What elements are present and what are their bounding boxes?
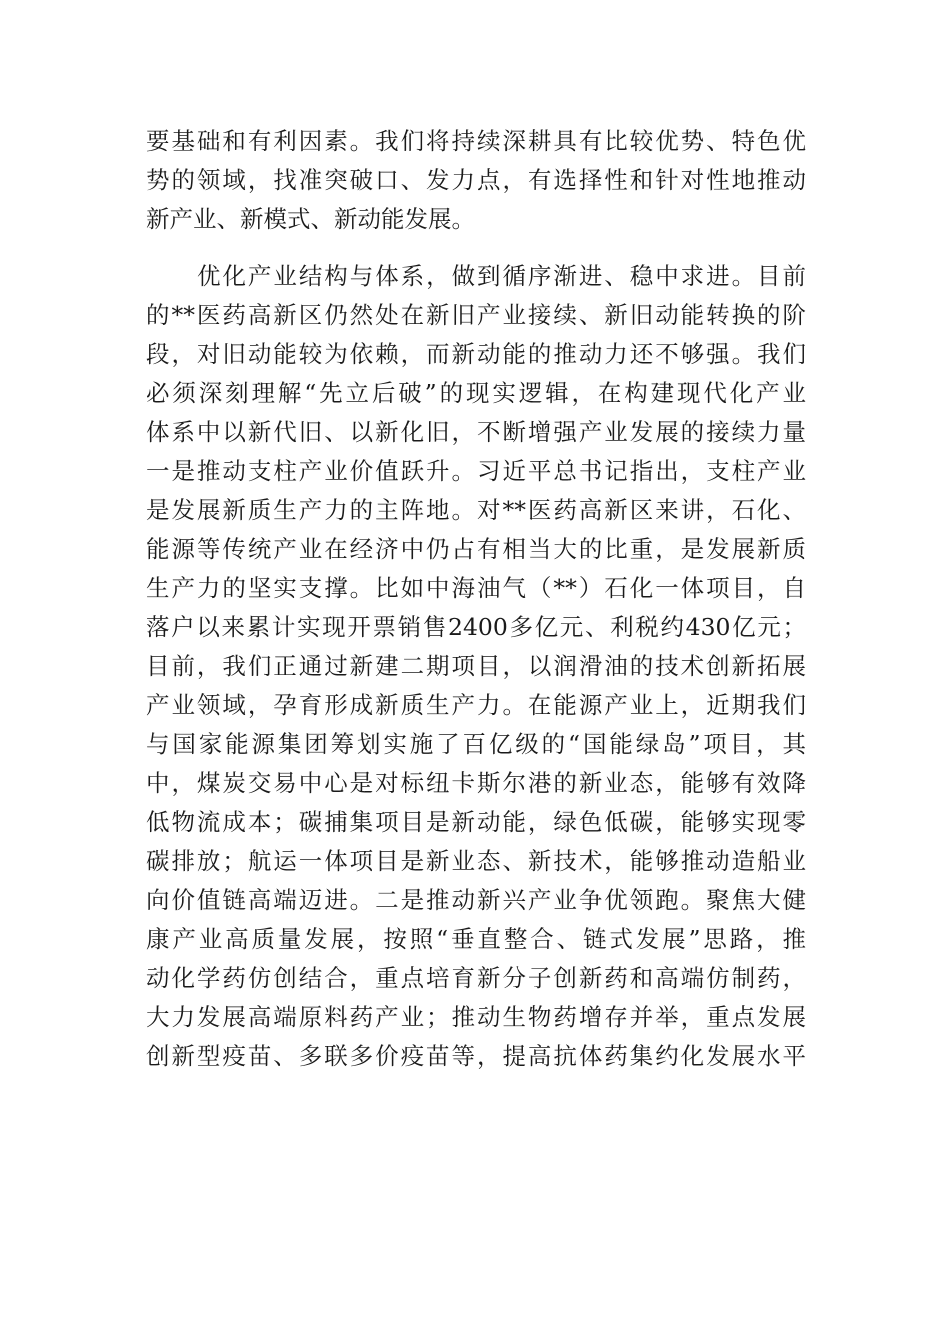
paragraph-2-line-4: 必须深刻理解“先立后破”的现实逻辑，在构建现代化产业 — [146, 379, 806, 407]
paragraph-2-line-7: 是发展新质生产力的主阵地。对**医药高新区来讲，石化、 — [146, 496, 806, 524]
paragraph-2-line-16: 碳排放；航运一体项目是新业态、新技术，能够推动造船业 — [146, 847, 806, 875]
paragraph-2-line-18: 康产业高质量发展，按照“垂直整合、链式发展”思路，推 — [146, 925, 806, 953]
paragraph-2-line-2: 的**医药高新区仍然处在新旧产业接续、新旧动能转换的阶 — [146, 301, 806, 329]
paragraph-1-line-3: 新产业、新模式、新动能发展。 — [146, 205, 475, 233]
paragraph-2-line-12: 产业领域，孕育形成新质生产力。在能源产业上，近期我们 — [146, 691, 806, 719]
paragraph-2-line-14: 中，煤炭交易中心是对标纽卡斯尔港的新业态，能够有效降 — [146, 769, 806, 797]
paragraph-2-line-9: 生产力的坚实支撑。比如中海油气（**）石化一体项目，自 — [146, 574, 806, 602]
paragraph-2-line-17: 向价值链高端迈进。二是推动新兴产业争优领跑。聚焦大健 — [146, 886, 806, 914]
paragraph-2-line-3: 段，对旧动能较为依赖，而新动能的推动力还不够强。我们 — [146, 340, 806, 368]
paragraph-2-line-20: 大力发展高端原料药产业；推动生物药增存并举，重点发展 — [146, 1003, 806, 1031]
paragraph-2-line-13: 与国家能源集团筹划实施了百亿级的“国能绿岛”项目，其 — [146, 730, 806, 758]
paragraph-2-line-15: 低物流成本；碳捕集项目是新动能，绿色低碳，能够实现零 — [146, 808, 806, 836]
paragraph-2-line-10: 落户以来累计实现开票销售2400多亿元、利税约430亿元； — [146, 613, 806, 641]
paragraph-2-line-19: 动化学药仿创结合，重点培育新分子创新药和高端仿制药， — [146, 964, 806, 992]
paragraph-2-line-11: 目前，我们正通过新建二期项目，以润滑油的技术创新拓展 — [146, 652, 806, 680]
paragraph-2-line-21: 创新型疫苗、多联多价疫苗等，提高抗体药集约化发展水平 — [146, 1042, 806, 1070]
paragraph-2-line-1: 优化产业结构与体系，做到循序渐进、稳中求进。目前 — [197, 262, 806, 290]
paragraph-2-line-8: 能源等传统产业在经济中仍占有相当大的比重，是发展新质 — [146, 535, 806, 563]
paragraph-1-line-1: 要基础和有利因素。我们将持续深耕具有比较优势、特色优 — [146, 127, 806, 155]
paragraph-1-line-2: 势的领域，找准突破口、发力点，有选择性和针对性地推动 — [146, 166, 806, 194]
paragraph-2-line-6: 一是推动支柱产业价值跃升。习近平总书记指出，支柱产业 — [146, 457, 806, 485]
paragraph-2-line-5: 体系中以新代旧、以新化旧，不断增强产业发展的接续力量 — [146, 418, 806, 446]
